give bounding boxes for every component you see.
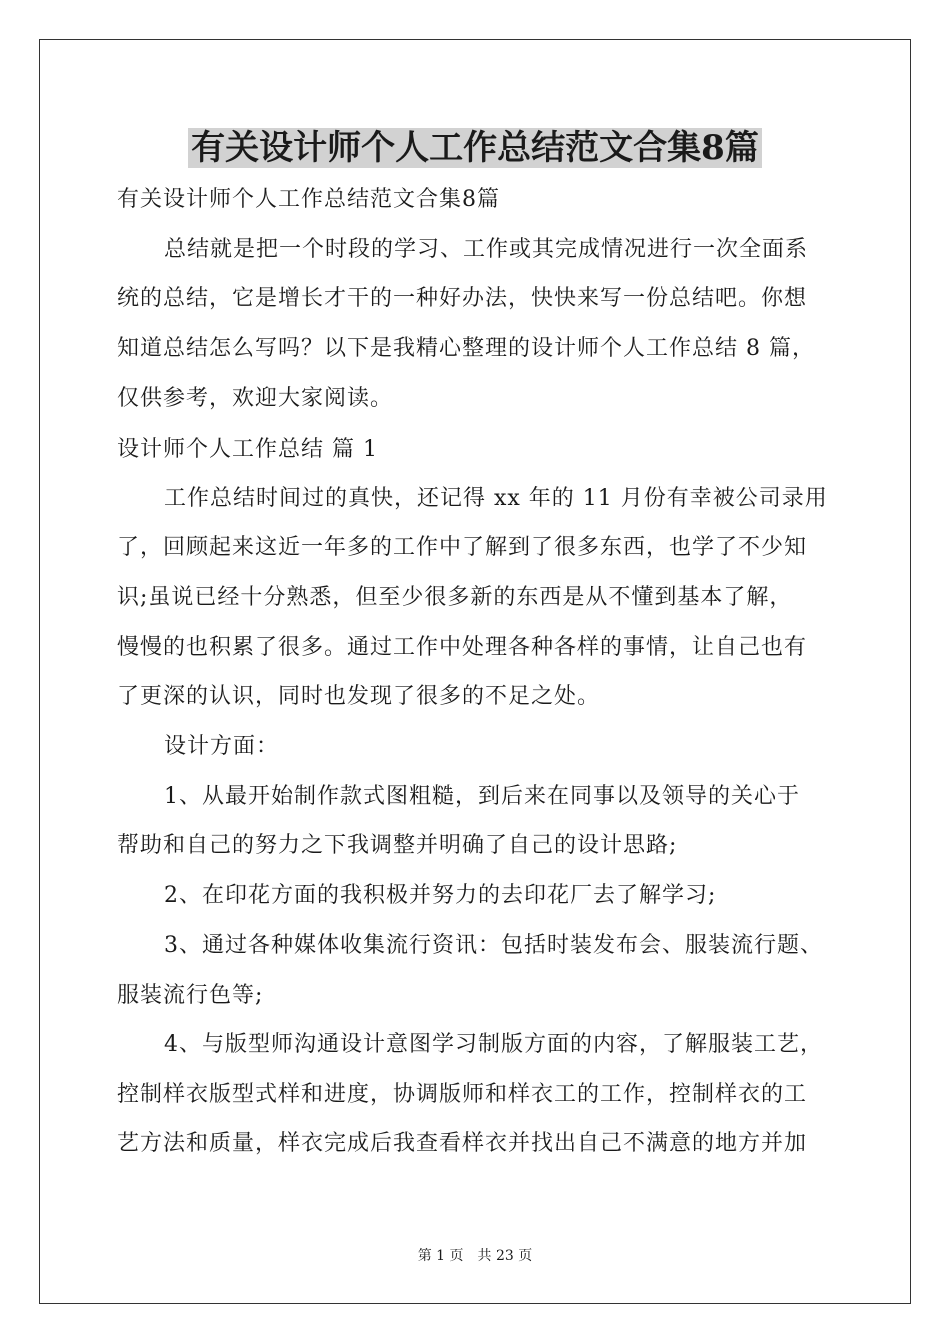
document-title: 有关设计师个人工作总结范文合集8篇	[0, 122, 950, 174]
list-item-line: 4、与版型师沟通设计意图学习制版方面的内容，了解服装工艺，	[164, 1032, 823, 1057]
page-border	[39, 39, 911, 1304]
paragraph-line: 总结就是把一个时段的学习、工作或其完成情况进行一次全面系	[164, 237, 809, 262]
paragraph-line: 仅供参考，欢迎大家阅读。	[117, 386, 394, 411]
paragraph-line: 知道总结怎么写吗？以下是我精心整理的设计师个人工作总结 8 篇，	[117, 336, 815, 361]
page-footer: 第 1 页 共 23 页	[417, 1248, 533, 1264]
paragraph-line: 了，回顾起来这近一年多的工作中了解到了很多东西，也学了不少知	[117, 535, 808, 560]
list-item-line: 2、在印花方面的我积极并努力的去印花厂去了解学习;	[164, 883, 717, 908]
paragraph-line: 慢慢的也积累了很多。通过工作中处理各种各样的事情，让自己也有	[117, 635, 808, 660]
paragraph-line: 设计方面：	[164, 734, 280, 759]
section-heading: 设计师个人工作总结 篇 1	[117, 437, 378, 462]
list-item-line: 1、从最开始制作款式图粗糙，到后来在同事以及领导的关心于	[164, 784, 800, 809]
list-item-line: 艺方法和质量，样衣完成后我查看样衣并找出自己不满意的地方并加	[117, 1131, 808, 1156]
paragraph-line: 识;虽说已经十分熟悉，但至少很多新的东西是从不懂到基本了解，	[117, 585, 793, 610]
subtitle-line: 有关设计师个人工作总结范文合集8篇	[117, 187, 500, 212]
list-item-line: 服装流行色等;	[117, 983, 264, 1008]
paragraph-line: 统的总结，它是增长才干的一种好办法，快快来写一份总结吧。你想	[117, 286, 808, 311]
list-item-line: 帮助和自己的努力之下我调整并明确了自己的设计思路;	[117, 833, 678, 858]
list-item-line: 3、通过各种媒体收集流行资讯：包括时装发布会、服装流行题、	[164, 933, 823, 958]
paragraph-line: 工作总结时间过的真快，还记得 xx 年的 11 月份有幸被公司录用	[164, 486, 828, 511]
list-item-line: 控制样衣版型式样和进度，协调版师和样衣工的工作，控制样衣的工	[117, 1082, 808, 1107]
paragraph-line: 了更深的认识，同时也发现了很多的不足之处。	[117, 684, 601, 709]
